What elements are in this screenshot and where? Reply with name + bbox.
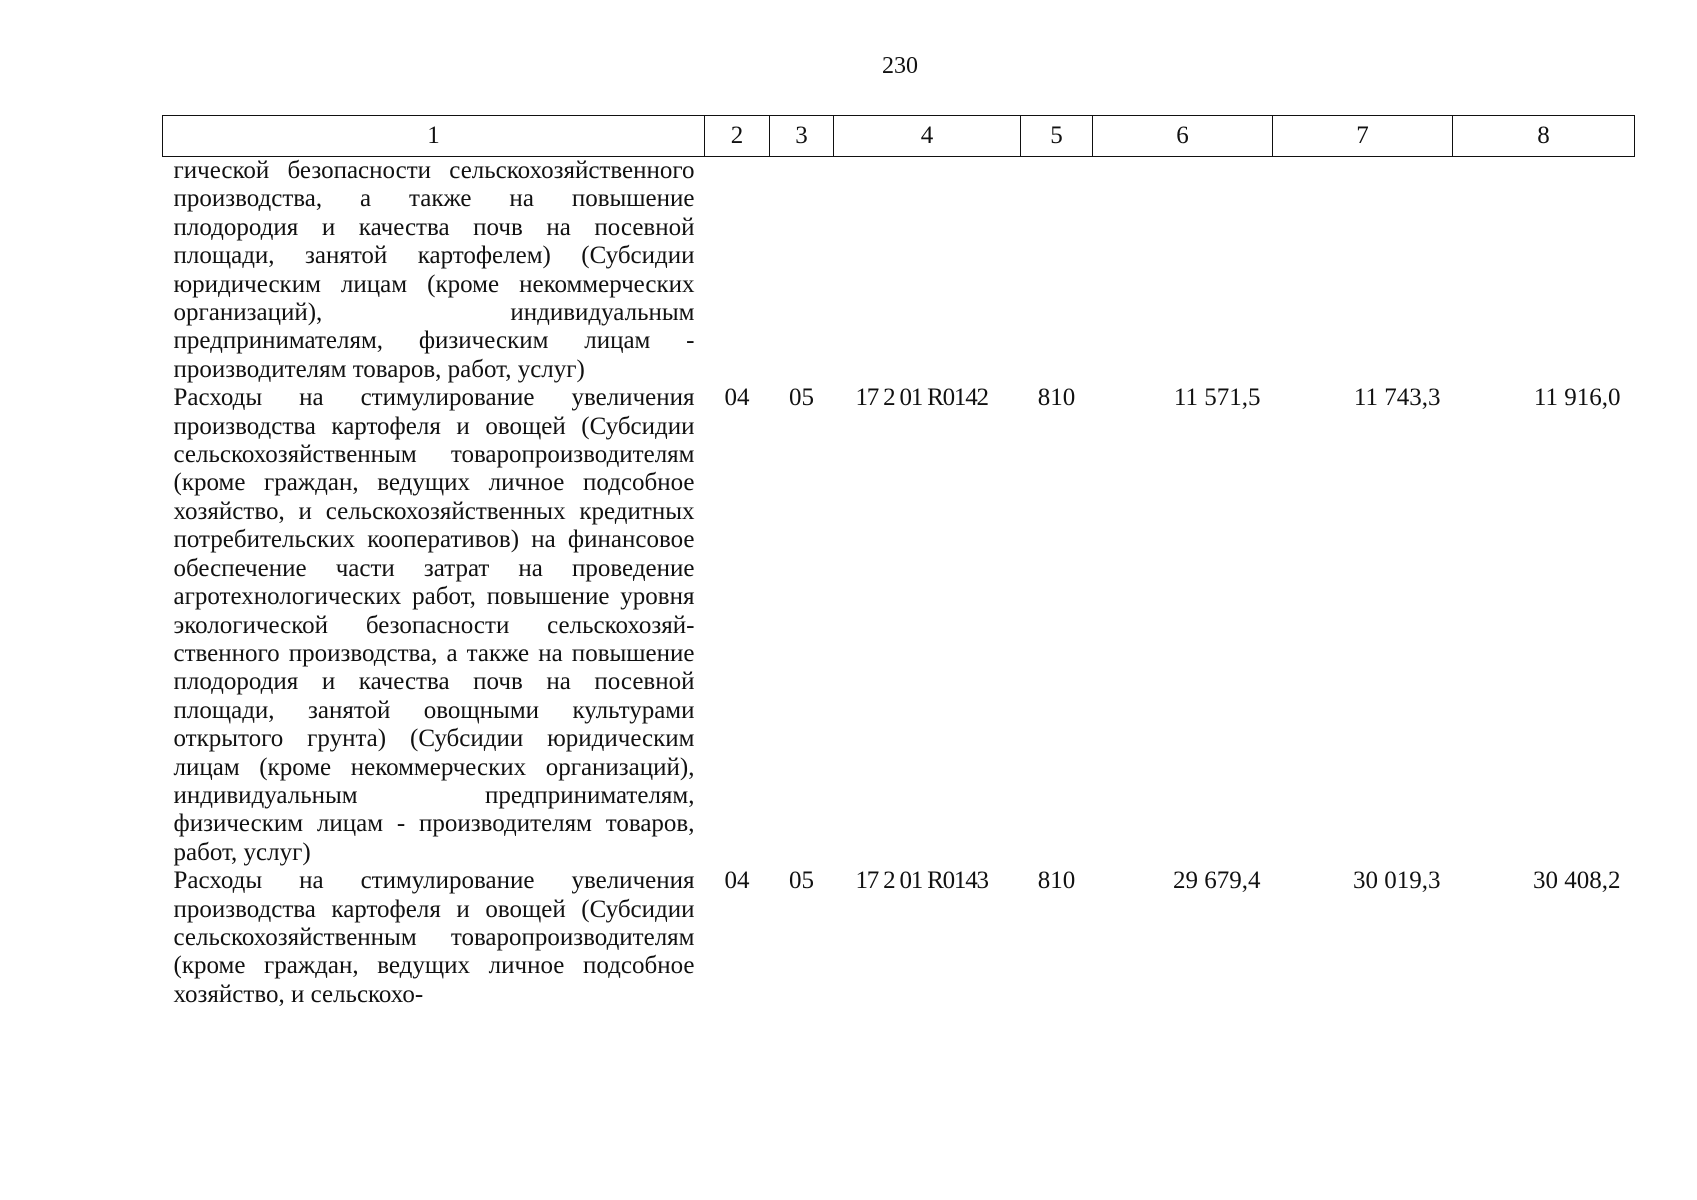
row-description: гической безопасности сельскохозяйственного производства, а также на повышение плодородия и качества почв на посевной площади, занятой картофелем) (Субсидии юридическим лицам (кроме некоммерческих организаций), индивидуальным предпринимателям, физическим лицам - производителям товаров, работ, услуг) <box>173 157 695 383</box>
row-target-article <box>834 157 1021 385</box>
header-col-3: 3 <box>770 116 834 157</box>
row-section: 04 <box>724 867 750 895</box>
page-number: 230 <box>882 53 918 79</box>
header-col-1: 1 <box>163 116 705 157</box>
row-expense-type <box>1021 157 1093 385</box>
row-target-article: 17 2 01 R0143 <box>855 867 988 895</box>
table-body <box>163 157 1635 1010</box>
row-amount-col-8 <box>1453 157 1635 385</box>
row-expense-type: 810 <box>1037 867 1076 895</box>
row-target-article: 17 2 01 R0142 <box>855 384 988 412</box>
row-section: 04 <box>724 384 750 412</box>
row-amount-col-7 <box>1273 157 1453 385</box>
header-col-6: 6 <box>1093 116 1273 157</box>
row-amount-col-6: 11 571,5 <box>1173 384 1261 412</box>
row-amount-col-8: 30 408,2 <box>1533 867 1621 895</box>
row-section <box>705 157 770 385</box>
header-col-4: 4 <box>834 116 1021 157</box>
row-amount-col-8: 11 916,0 <box>1533 384 1621 412</box>
header-col-5: 5 <box>1021 116 1093 157</box>
row-subsection <box>770 157 834 385</box>
table-header <box>163 116 1635 157</box>
table-row <box>163 384 1635 867</box>
row-description: Расходы на стимулирование увеличения производства картофеля и овощей (Субсидии сельскохозяйственным товаропроизводителям (кроме граждан, ведущих личное подсобное хозяйство, и сельскохо- <box>173 867 695 1008</box>
budget-table-container <box>162 115 1634 1009</box>
table-row <box>163 867 1635 1009</box>
header-col-7: 7 <box>1273 116 1453 157</box>
header-col-8: 8 <box>1453 116 1635 157</box>
row-amount-col-6 <box>1093 157 1273 385</box>
header-row <box>163 116 1635 157</box>
row-amount-col-6: 29 679,4 <box>1173 867 1261 895</box>
row-subsection: 05 <box>789 867 814 895</box>
row-amount-col-7: 30 019,3 <box>1353 867 1441 895</box>
header-col-2: 2 <box>705 116 770 157</box>
row-expense-type: 810 <box>1037 384 1076 412</box>
row-description: Расходы на стимулирование увеличения производства картофеля и овощей (Субсидии сельскохозяйственным товаропроизводителям (кроме граждан, ведущих личное подсобное хозяйство, и сельскохозяйственных кредитных потребительских кооперативов) на финансовое обеспечение части затрат на проведение агротехнологических работ, повышение уровня экологической безопасности сельскохозяйственного производства, а также на повышение плодородия и качества почв на посевной площади, занятой овощными культурами открытого грунта) (Субсидии юридическим лицам (кроме некоммерческих организаций), индивидуальным предпринимателям, физическим лицам - производителям товаров, работ, услуг) <box>173 384 695 866</box>
table-row <box>163 157 1635 385</box>
row-subsection: 05 <box>789 384 814 412</box>
row-amount-col-7: 11 743,3 <box>1353 384 1441 412</box>
budget-table <box>162 115 1635 1009</box>
